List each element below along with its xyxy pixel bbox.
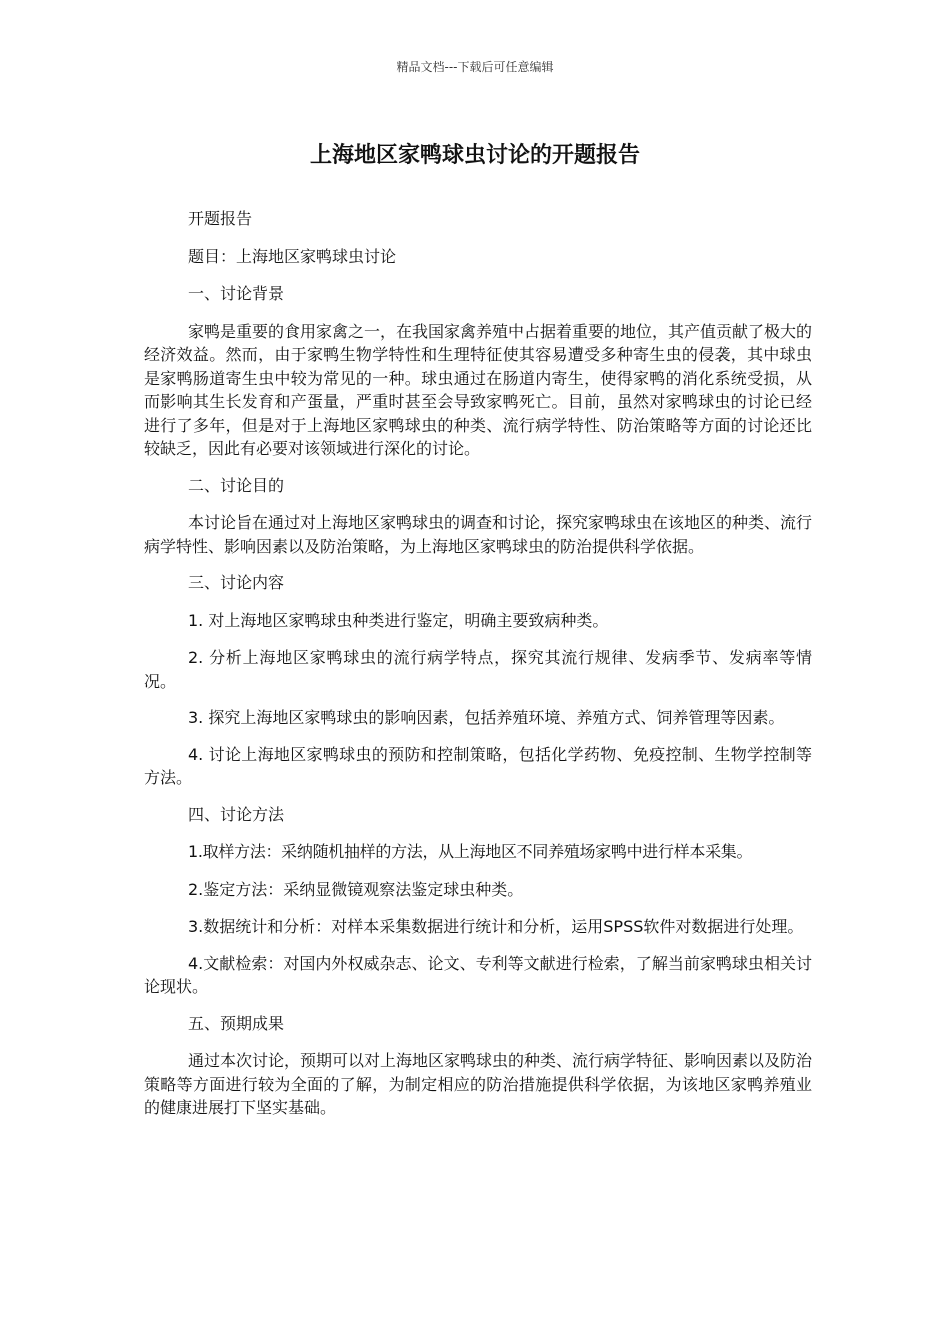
list-item: 2.鉴定方法：采纳显微镜观察法鉴定球虫种类。 xyxy=(188,879,524,899)
section-heading: 五、预期成果 xyxy=(188,1013,285,1033)
list-item: 4. 讨论上海地区家鸭球虫的预防和控制策略，包括化学药物、免疫控制、生物学控制等方法。 xyxy=(144,744,812,787)
section-label: 开题报告 xyxy=(188,209,253,228)
section-heading: 三、讨论内容 xyxy=(188,573,285,592)
document-body xyxy=(144,207,812,1133)
section-heading: 四、讨论方法 xyxy=(188,804,285,824)
list-item: 1. 对上海地区家鸭球虫种类进行鉴定，明确主要致病种类。 xyxy=(188,610,609,630)
document-title: 上海地区家鸭球虫讨论的开题报告 xyxy=(309,143,640,168)
list-item: 3.数据统计和分析：对样本采集数据进行统计和分析，运用SPSS软件对数据进行处理。 xyxy=(188,917,804,936)
paragraph: 通过本次讨论，预期可以对上海地区家鸭球虫的种类、流行病学特征、影响因素以及防治策略等方面进行较为全面的了解，为制定相应的防治措施提供科学依据，为该地区家鸭养殖业的健康进展打下坚实基础。 xyxy=(144,1051,813,1117)
list-item: 3. 探究上海地区家鸭球虫的影响因素，包括养殖环境、养殖方式、饲养管理等因素。 xyxy=(188,708,785,727)
paragraph: 家鸭是重要的食用家禽之一，在我国家禽养殖中占据着重要的地位，其产值贡献了极大的经济效益。然而，由于家鸭生物学特性和生理特征使其容易遭受多种寄生虫的侵袭，其中球虫是家鸭肠道寄生虫中较为常见的一种。球虫通过在肠道内寄生，使得家鸭的消化系统受损，从而影响其生长发育和产蛋量，严重时甚至会导致家鸭死亡。目前，虽然对家鸭球虫的讨论已经进行了多年，但是对于上海地区家鸭球虫的种类、流行病学特性、防治策略等方面的讨论还比较缺乏，因此有必要对该领域进行深化的讨论。 xyxy=(144,321,813,458)
list-item: 1.取样方法：采纳随机抽样的方法，从上海地区不同养殖场家鸭中进行样本采集。 xyxy=(188,842,753,861)
list-item: 2. 分析上海地区家鸭球虫的流行病学特点，探究其流行规律、发病季节、发病率等情况。 xyxy=(144,648,812,691)
section-heading: 一、讨论背景 xyxy=(188,284,285,303)
topic-line: 题目：上海地区家鸭球虫讨论 xyxy=(188,246,397,266)
list-item: 4.文献检索：对国内外权威杂志、论文、专利等文献进行检索，了解当前家鸭球虫相关讨论现状。 xyxy=(144,953,812,996)
paragraph: 本讨论旨在通过对上海地区家鸭球虫的调查和讨论，探究家鸭球虫在该地区的种类、流行病学特性、影响因素以及防治策略，为上海地区家鸭球虫的防治提供科学依据。 xyxy=(144,513,813,556)
section-heading: 二、讨论目的 xyxy=(188,475,285,495)
header-note: 精品文档---下载后可任意编辑 xyxy=(396,60,554,74)
